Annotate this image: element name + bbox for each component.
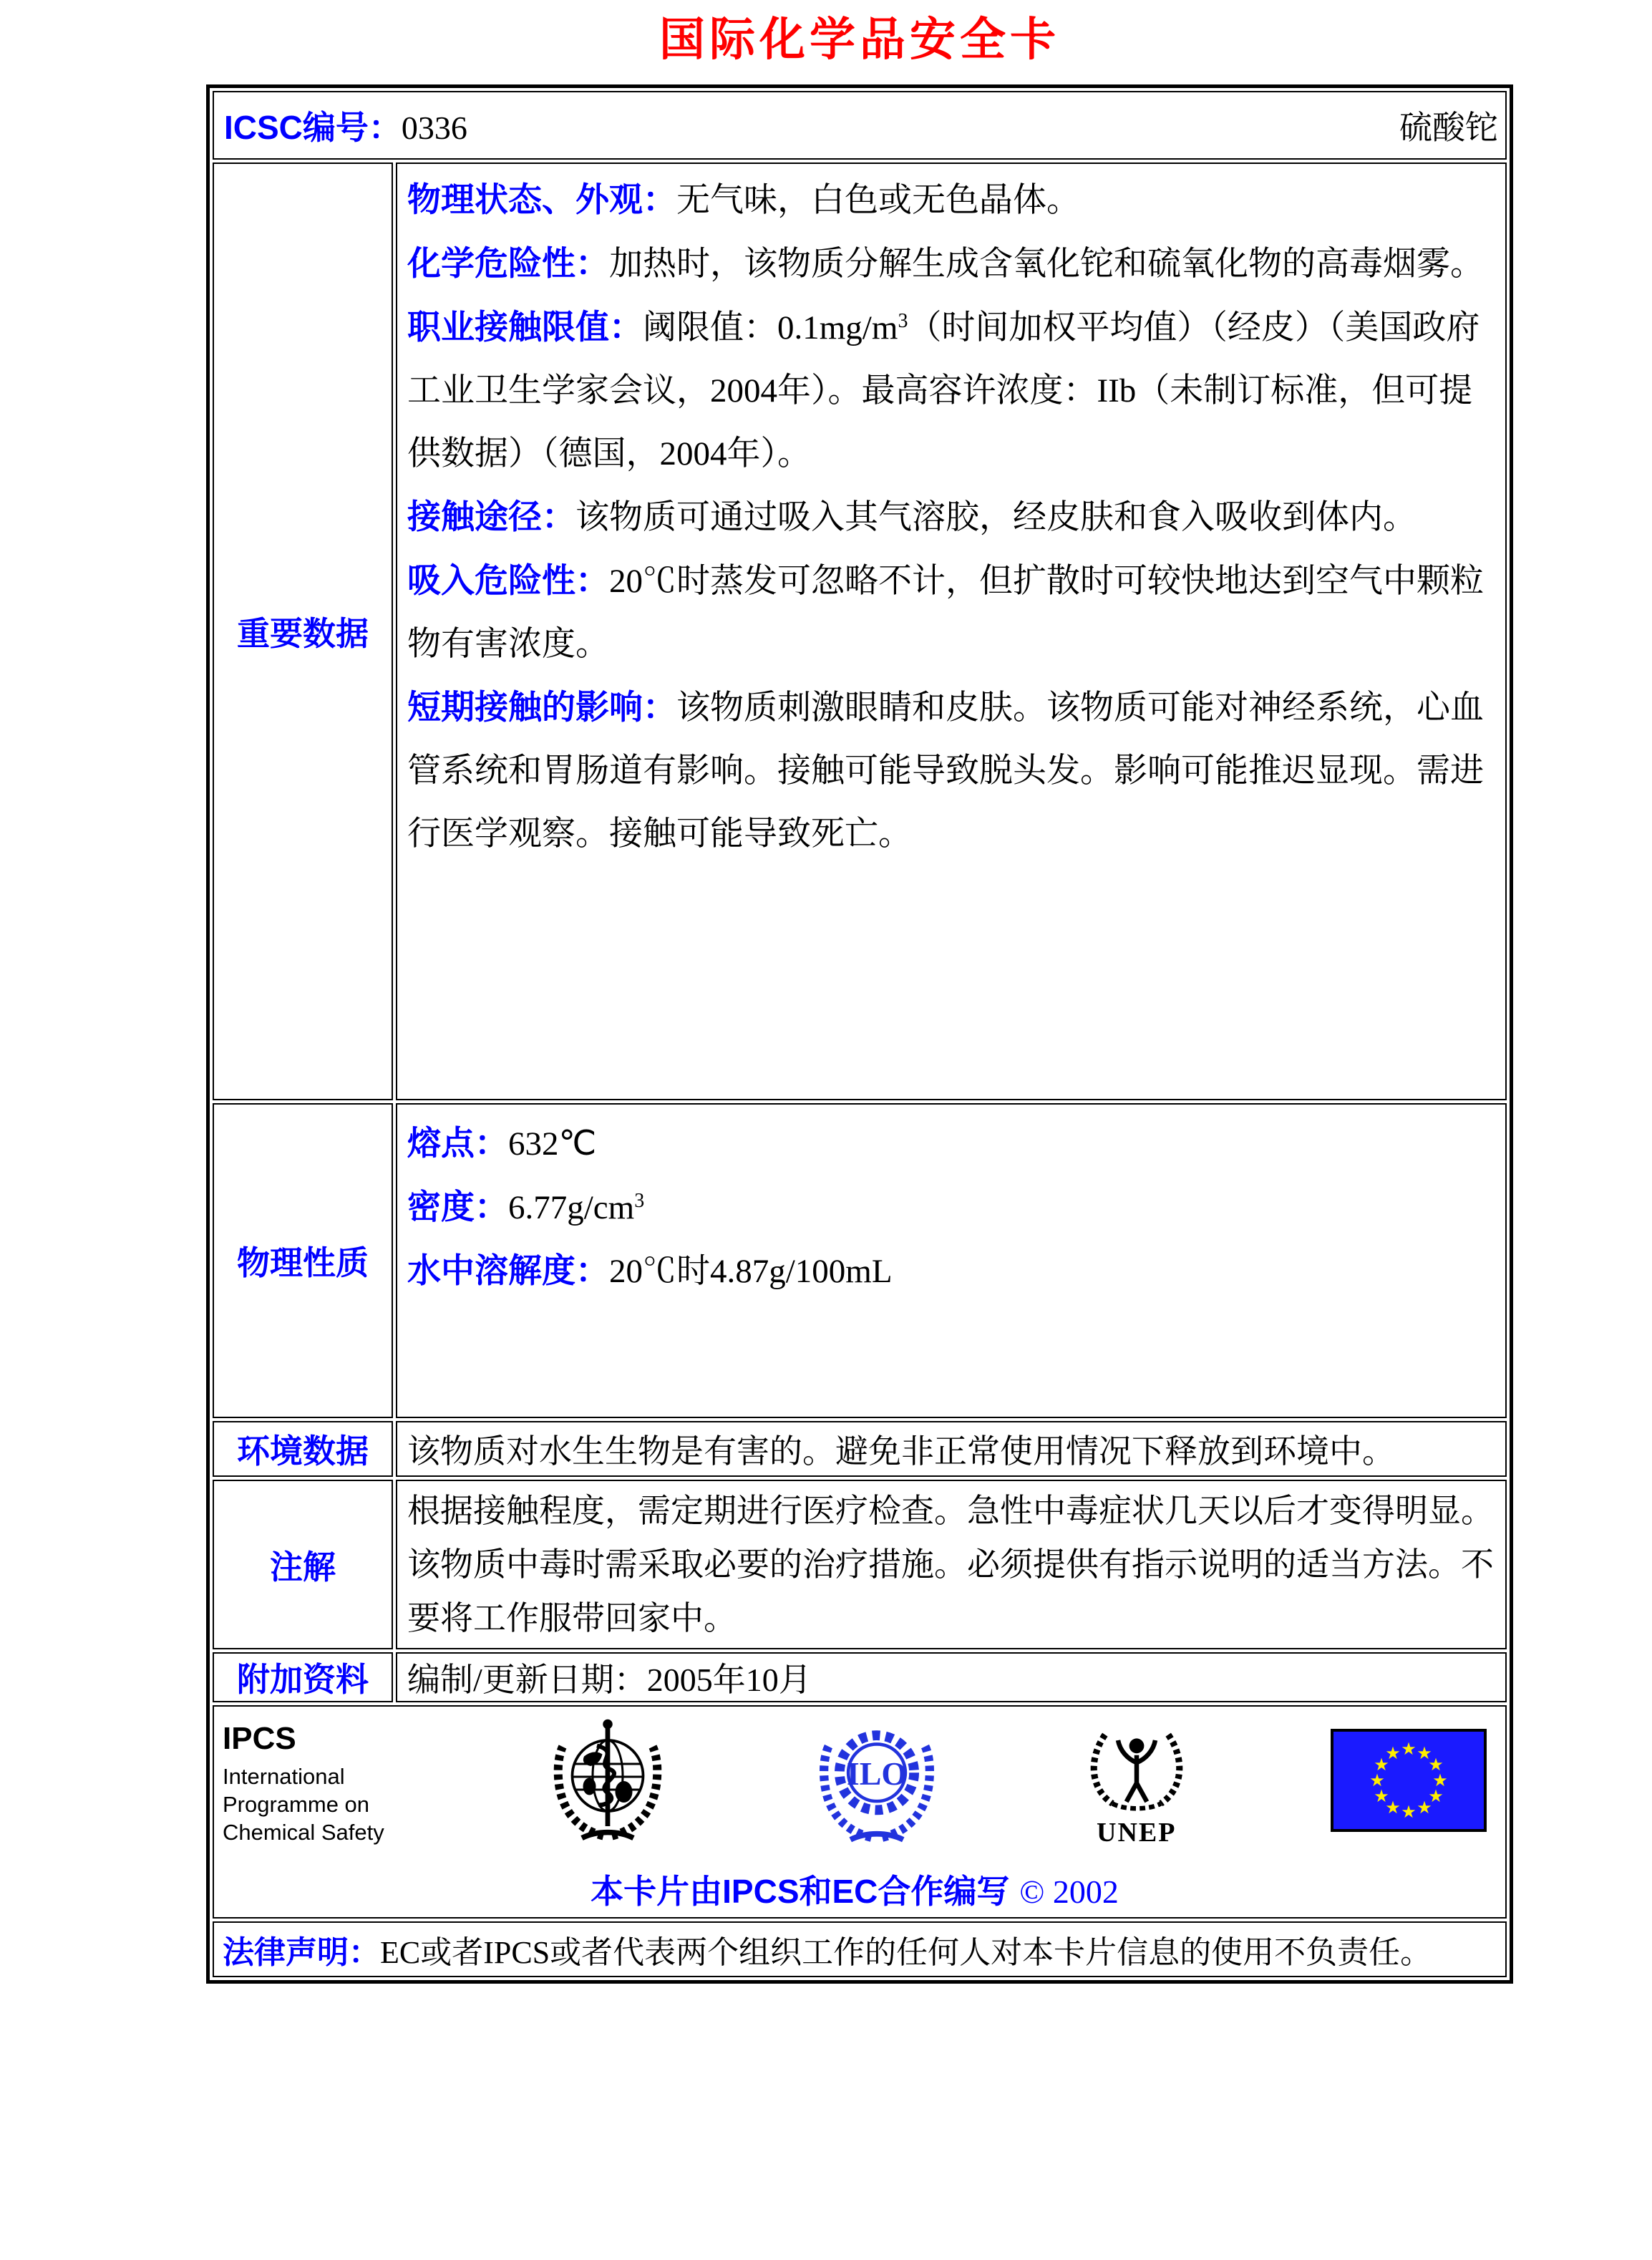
important-data-item: 吸入危险性：20℃时蒸发可忽略不计，但扩散时可较快地达到空气中颗粒物有害浓度。: [407, 561, 1484, 663]
unep-emblem-icon: [1081, 1722, 1192, 1823]
substance-name: 硫酸铊: [1399, 110, 1498, 146]
important-data-item: 化学危险性：加热时，该物质分解生成含氧化铊和硫氧化物的高毒烟雾。: [407, 244, 1484, 283]
who-emblem-icon: [543, 1714, 672, 1854]
important-data-content: [396, 163, 1507, 1100]
icsc-header-row: [213, 91, 1507, 160]
icsc-header: [214, 102, 1505, 149]
legal-cell: [213, 1921, 1507, 1977]
physical-property-item: 熔点：632℃: [407, 1124, 597, 1163]
notes-content: 根据接触程度，需定期进行医疗检查。急性中毒症状几天以后才变得明显。该物质中毒时需采取必要的治疗措施。必须提供有指示说明的适当方法。不要将工作服带回家中。: [396, 1480, 1507, 1649]
section-label-environmental-data: 环境数据: [213, 1421, 393, 1477]
additional-information-row: [213, 1652, 1507, 1702]
legal-row: [213, 1921, 1507, 1977]
additional-information-content: [396, 1652, 1507, 1702]
unep-emblem: [1081, 1722, 1192, 1847]
svg-text:★: ★: [1401, 1738, 1417, 1759]
legal-text: EC或者IPCS或者代表两个组织工作的任何人对本卡片信息的使用不负责任。: [380, 1935, 1432, 1970]
svg-text:★: ★: [1428, 1785, 1444, 1806]
ilo-emblem-icon: [811, 1715, 943, 1854]
physical-property-item: 密度：$6.77g/cm^3$: [407, 1188, 645, 1226]
section-label-physical-properties: 物理性质: [213, 1103, 393, 1418]
update-date-label: 编制/更新日期：: [407, 1662, 647, 1698]
icsc-header-cell: [213, 91, 1507, 160]
ipcs-logo-text: IPCS International Programme on Chemical Safety: [223, 1722, 405, 1846]
svg-text:★: ★: [1428, 1754, 1444, 1775]
section-label-important-data: 重要数据: [213, 163, 393, 1100]
svg-text:★: ★: [1374, 1785, 1389, 1806]
ilo-letters: ILO: [846, 1755, 907, 1792]
eu-flag-icon: [1331, 1729, 1487, 1840]
svg-text:★: ★: [1385, 1742, 1401, 1763]
svg-text:★: ★: [1417, 1742, 1432, 1763]
icsc-card: [206, 14, 1513, 1984]
logos-strip: [223, 1714, 1487, 1854]
update-date-value: 2005年10月: [646, 1662, 812, 1698]
notes-row: [213, 1480, 1507, 1649]
logos-row: [213, 1705, 1507, 1919]
physical-property-item: 水中溶解度：20℃时4.87g/100mL: [407, 1251, 893, 1290]
section-label-additional-information: 附加资料: [213, 1652, 393, 1702]
svg-text:★: ★: [1401, 1801, 1417, 1822]
superscript: 3: [898, 310, 908, 332]
card-table: [206, 84, 1513, 1984]
unep-label: UNEP: [1097, 1817, 1177, 1848]
svg-text:★: ★: [1369, 1770, 1385, 1790]
svg-text:★: ★: [1385, 1797, 1401, 1818]
svg-text:★: ★: [1417, 1797, 1432, 1818]
superscript: 3: [634, 1190, 645, 1212]
physical-properties-row: [213, 1103, 1507, 1418]
section-label-notes: 注解: [213, 1480, 393, 1649]
svg-text:★: ★: [1432, 1770, 1448, 1790]
svg-text:★: ★: [1374, 1754, 1389, 1775]
environmental-data-row: [213, 1421, 1507, 1477]
icsc-number-label: ICSC编号：: [224, 109, 402, 146]
legal-label: 法律声明：: [223, 1935, 380, 1970]
ipcs-acronym: IPCS: [223, 1720, 296, 1756]
environmental-data-content: 该物质对水生生物是有害的。避免非正常使用情况下释放到环境中。: [396, 1421, 1507, 1477]
physical-properties-content: [396, 1103, 1507, 1418]
important-data-row: [213, 163, 1507, 1100]
icsc-number-value: 0336: [401, 110, 467, 146]
important-data-item: 物理状态、外观：无气味，白色或无色晶体。: [407, 180, 1080, 219]
credit-line: [223, 1866, 1487, 1913]
important-data-item: 职业接触限值：阈限值：$0.1mg/m^3$（时间加权平均值）（经皮）（美国政府工业卫生学家会议，2004年）。最高容许浓度：IIb（未制订标准，但可提供数据）（德国，2004年）。: [407, 308, 1480, 472]
important-data-item: 短期接触的影响：该物质刺激眼睛和皮肤。该物质可能对神经系统，心血管系统和胃肠道有影响。接触可能导致脱头发。影响可能推迟显现。需进行医学观察。接触可能导致死亡。: [407, 688, 1484, 853]
credit-text: 本卡片由IPCS和EC合作编写: [591, 1873, 1010, 1910]
logos-cell: [213, 1705, 1507, 1919]
copyright: © 2002: [1019, 1873, 1119, 1910]
page-title: 国际化学品安全卡: [659, 14, 1060, 65]
icsc-number-group: [224, 102, 467, 149]
important-data-item: 接触途径：该物质可通过吸入其气溶胶，经皮肤和食入吸收到体内。: [407, 498, 1417, 536]
